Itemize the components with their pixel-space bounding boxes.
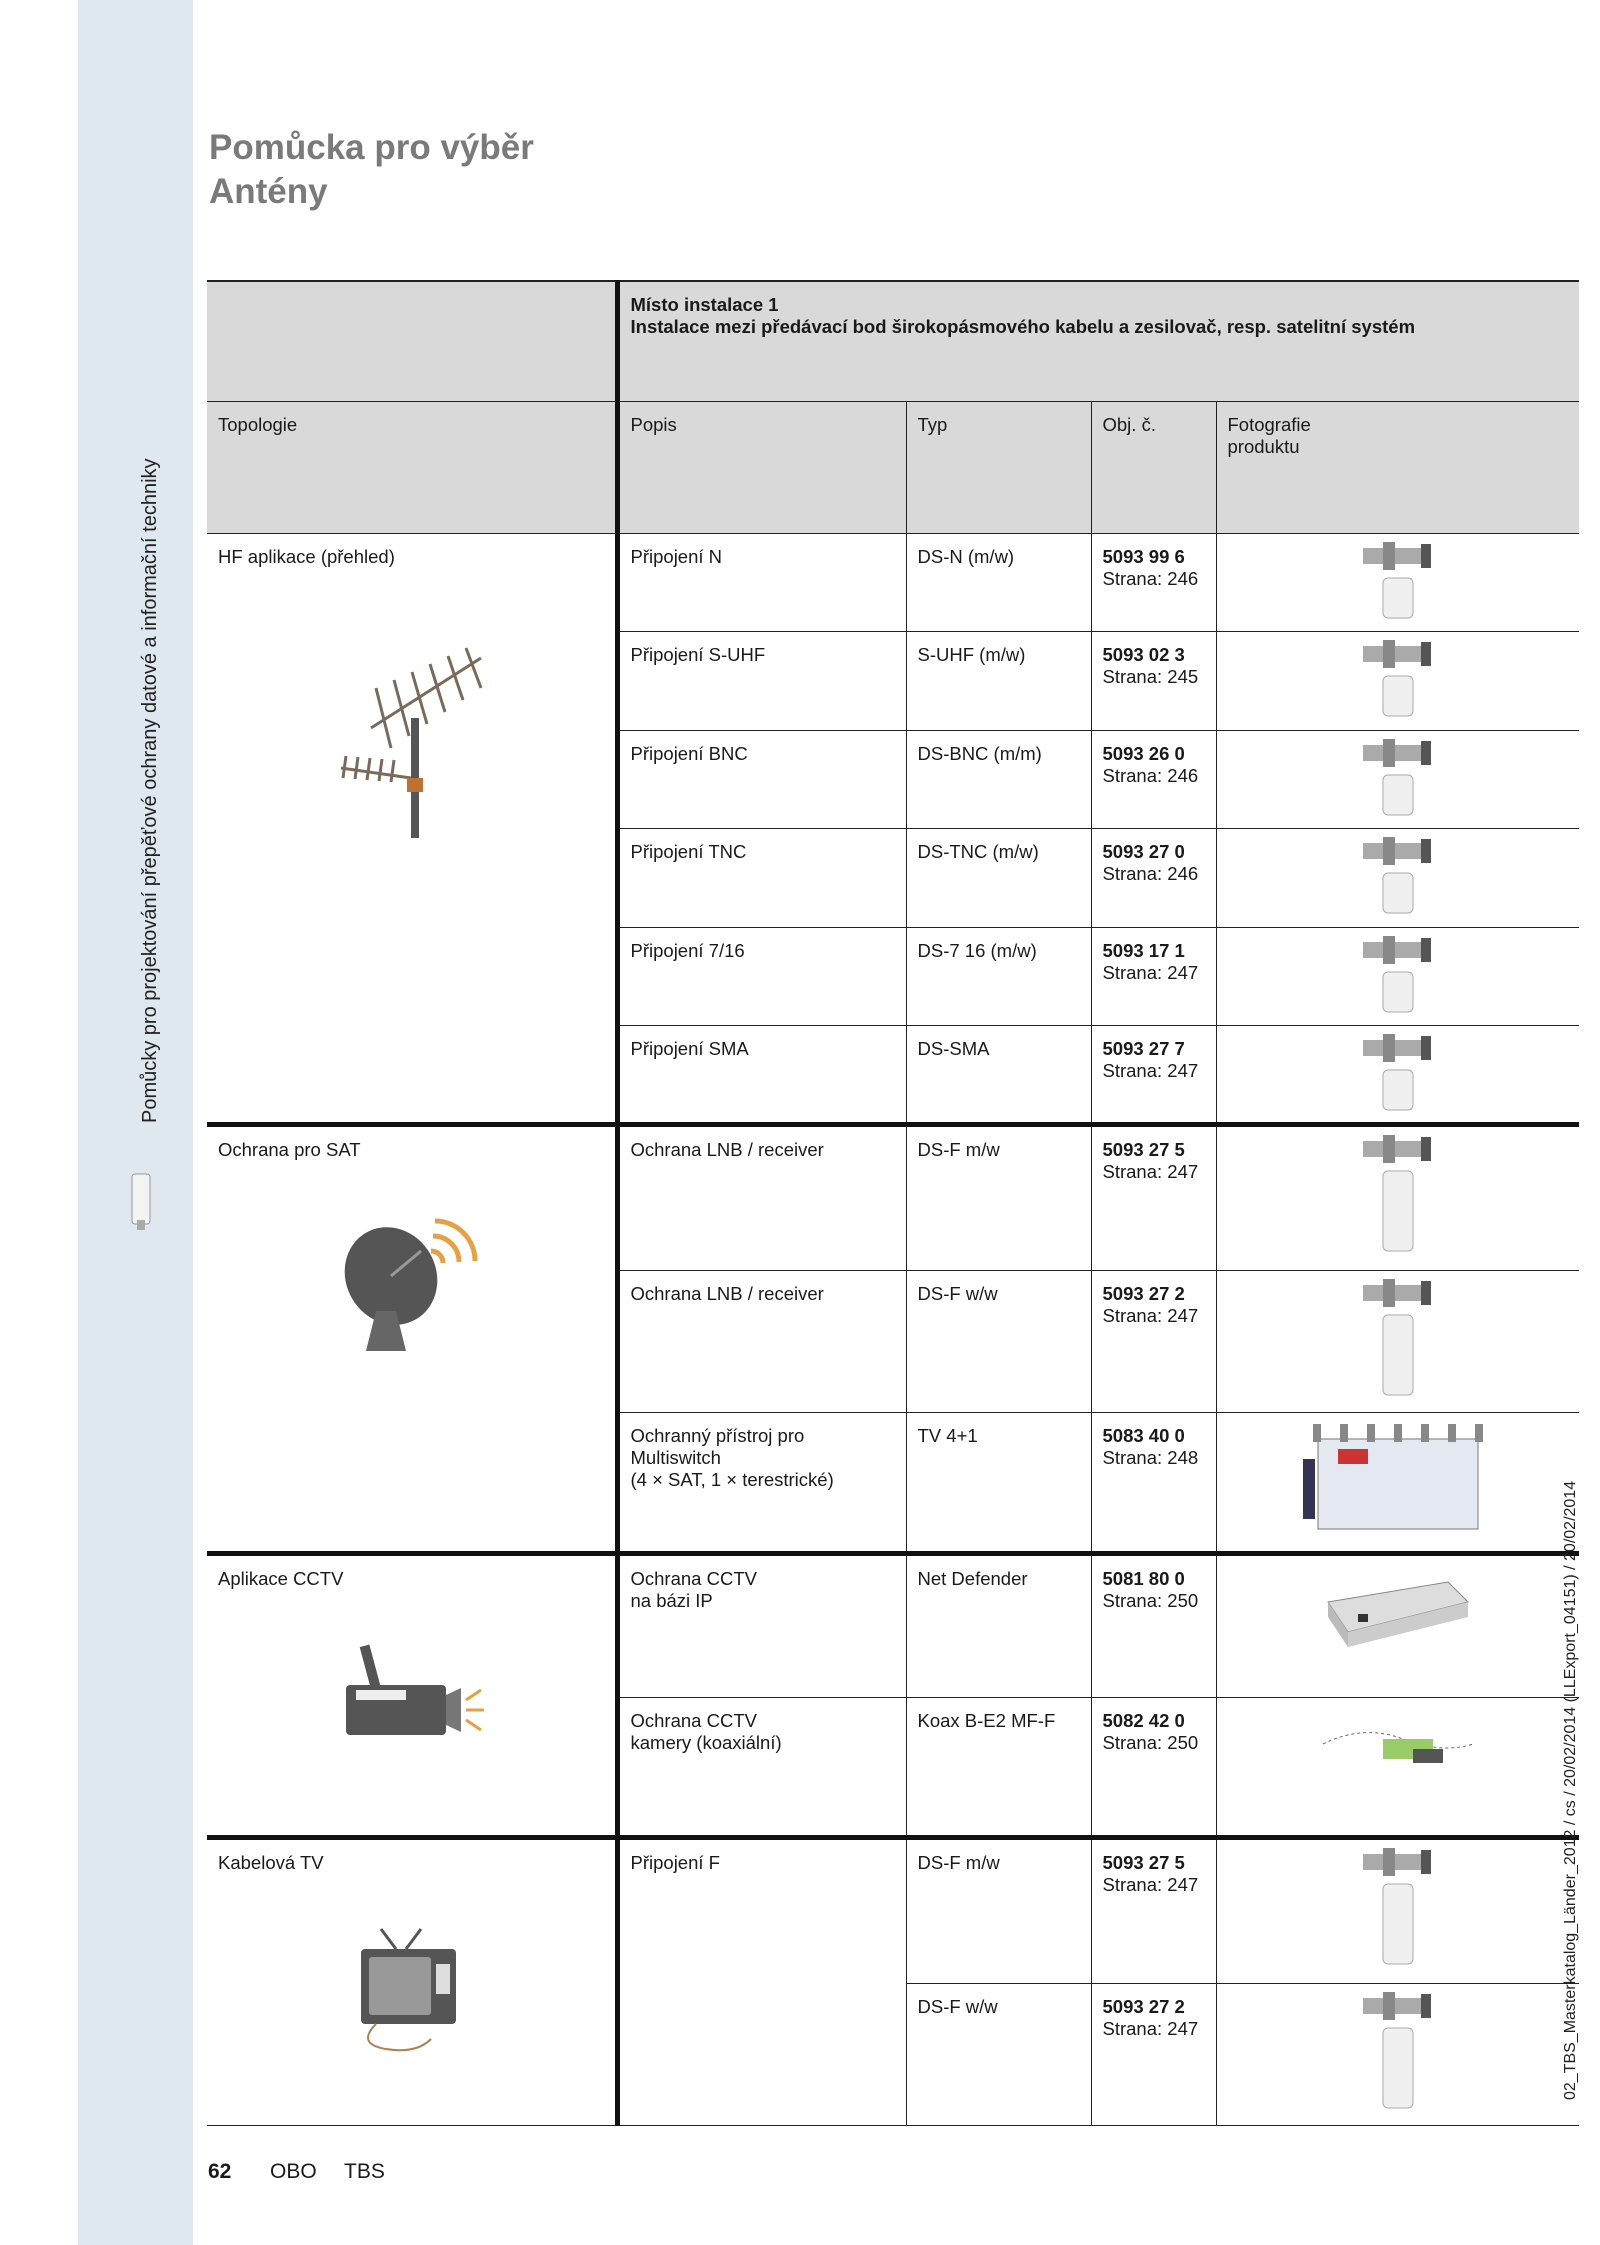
page-ref: Strana: 246 [1102, 764, 1199, 786]
title-line-1: Pomůcka pro výběr [209, 128, 534, 167]
order-number: 5082 42 0 [1102, 1709, 1185, 1731]
page-ref: Strana: 245 [1102, 665, 1199, 687]
page-ref: Strana: 247 [1102, 1304, 1199, 1326]
popis-cell: Připojení F [617, 1837, 906, 2125]
popis-cell: Ochrana LNB / receiver [617, 1124, 906, 1270]
page-ref: Strana: 248 [1102, 1446, 1199, 1468]
photo-cell [1216, 828, 1579, 927]
photo-cell [1216, 1124, 1579, 1270]
page-ref: Strana: 247 [1102, 961, 1199, 983]
connector-photo [1353, 638, 1443, 723]
antenna-illustration [331, 628, 491, 838]
page-ref: Strana: 246 [1102, 567, 1199, 589]
typ-cell: DS-7 16 (m/w) [906, 927, 1091, 1025]
popis-cell: Připojení 7/16 [617, 927, 906, 1025]
topology-label: HF aplikace (přehled) [218, 545, 395, 567]
page-title [209, 126, 534, 214]
photo-cell [1216, 1025, 1579, 1124]
popis-cell: Připojení SMA [617, 1025, 906, 1124]
footer-brand: OBO [270, 2160, 317, 2183]
photo-cell [1216, 533, 1579, 631]
topology-label: Aplikace CCTV [218, 1567, 344, 1589]
typ-cell: TV 4+1 [906, 1412, 1091, 1553]
col-foto-label: Fotografie produktu [1227, 413, 1311, 457]
page-number: 62 [208, 2160, 232, 2183]
connector-photo [1353, 540, 1443, 625]
photo-cell [1216, 1697, 1579, 1837]
typ-cell: DS-TNC (m/w) [906, 828, 1091, 927]
install-header-row [207, 281, 1579, 401]
col-typ: Typ [906, 401, 1091, 533]
device-icon [128, 1170, 154, 1232]
obj-cell [1091, 533, 1216, 631]
order-number: 5083 40 0 [1102, 1424, 1185, 1446]
typ-cell: Koax B-E2 MF-F [906, 1697, 1091, 1837]
popis-cell: Připojení BNC [617, 730, 906, 828]
popis-cell: Ochrana CCTV na bázi IP [617, 1553, 906, 1697]
obj-cell [1091, 730, 1216, 828]
page-ref: Strana: 247 [1102, 1160, 1199, 1182]
typ-cell: DS-F m/w [906, 1837, 1091, 1983]
install-location [617, 281, 1579, 401]
col-foto [1216, 401, 1579, 533]
popis-cell: Připojení S-UHF [617, 631, 906, 730]
order-number: 5093 27 0 [1102, 840, 1185, 862]
typ-cell: DS-F m/w [906, 1124, 1091, 1270]
popis-cell: Ochrana LNB / receiver [617, 1270, 906, 1412]
obj-cell [1091, 927, 1216, 1025]
typ-cell: DS-F w/w [906, 1983, 1091, 2125]
page-ref: Strana: 247 [1102, 2017, 1199, 2039]
connector-photo [1353, 737, 1443, 822]
order-number: 5093 27 7 [1102, 1037, 1185, 1059]
column-header-row [207, 401, 1579, 533]
typ-cell: DS-SMA [906, 1025, 1091, 1124]
obj-cell [1091, 1697, 1216, 1837]
photo-cell [1216, 1412, 1579, 1553]
col-obj: Obj. č. [1091, 401, 1216, 533]
typ-cell: S-UHF (m/w) [906, 631, 1091, 730]
document-reference: 02_TBS_Masterkatalog_Länder_2012 / cs / 20/02/2014 (LLExport_04151) / 20/02/2014 [1562, 1480, 1579, 2100]
cctv-camera-illustration [336, 1640, 486, 1750]
order-number: 5081 80 0 [1102, 1567, 1185, 1589]
footer-product: TBS [344, 2160, 385, 2183]
photo-cell [1216, 631, 1579, 730]
typ-cell: DS-F w/w [906, 1270, 1091, 1412]
typ-cell: DS-N (m/w) [906, 533, 1091, 631]
install-title: Místo instalace 1 [630, 294, 779, 315]
title-line-2: Antény [209, 172, 328, 211]
satellite-dish-illustration [336, 1211, 486, 1361]
table-row [207, 1837, 1579, 1983]
order-number: 5093 17 1 [1102, 939, 1185, 961]
sidebar-band [78, 0, 193, 2245]
page-ref: Strana: 250 [1102, 1589, 1199, 1611]
popis-cell: Připojení N [617, 533, 906, 631]
koax-photo [1313, 1704, 1483, 1784]
topology-label: Ochrana pro SAT [218, 1138, 361, 1160]
typ-cell: DS-BNC (m/m) [906, 730, 1091, 828]
order-number: 5093 02 3 [1102, 643, 1185, 665]
col-topologie: Topologie [207, 401, 617, 533]
order-number: 5093 27 2 [1102, 1995, 1185, 2017]
obj-cell [1091, 1270, 1216, 1412]
connector-photo [1353, 1032, 1443, 1117]
multiswitch-photo [1298, 1419, 1498, 1539]
table-row [207, 533, 1579, 631]
col-popis: Popis [617, 401, 906, 533]
typ-cell: Net Defender [906, 1553, 1091, 1697]
obj-cell [1091, 1983, 1216, 2125]
topology-cell [207, 533, 617, 1124]
page-ref: Strana: 247 [1102, 1059, 1199, 1081]
obj-cell [1091, 1412, 1216, 1553]
page-ref: Strana: 250 [1102, 1731, 1199, 1753]
connector-photo [1353, 1990, 1443, 2120]
connector-photo [1353, 934, 1443, 1019]
table-row [207, 1553, 1579, 1697]
order-number: 5093 99 6 [1102, 545, 1185, 567]
popis-cell: Připojení TNC [617, 828, 906, 927]
photo-cell [1216, 1553, 1579, 1697]
obj-cell [1091, 1025, 1216, 1124]
order-number: 5093 27 2 [1102, 1282, 1185, 1304]
table-row [207, 1124, 1579, 1270]
connector-photo [1353, 1277, 1443, 1407]
topology-cell [207, 1124, 617, 1553]
connector-photo [1353, 1133, 1443, 1263]
net-defender-photo [1318, 1562, 1478, 1652]
connector-photo [1353, 835, 1443, 920]
obj-cell [1091, 1837, 1216, 1983]
selection-table [207, 280, 1579, 2126]
obj-cell [1091, 828, 1216, 927]
obj-cell [1091, 1553, 1216, 1697]
tv-illustration [346, 1924, 476, 2064]
topology-label: Kabelová TV [218, 1851, 324, 1873]
photo-cell [1216, 927, 1579, 1025]
order-number: 5093 27 5 [1102, 1851, 1185, 1873]
order-number: 5093 27 5 [1102, 1138, 1185, 1160]
topology-cell [207, 1553, 617, 1837]
photo-cell [1216, 1983, 1579, 2125]
topology-cell [207, 1837, 617, 2125]
install-desc: Instalace mezi předávací bod širokopásmového kabelu a zesilovač, resp. satelitní systém [630, 316, 1416, 337]
page-ref: Strana: 246 [1102, 862, 1199, 884]
popis-cell: Ochrana CCTV kamery (koaxiální) [617, 1697, 906, 1837]
obj-cell [1091, 1124, 1216, 1270]
sidebar-text: Pomůcky pro projektování přepěťové ochrany datové a informační techniky [139, 458, 161, 1123]
connector-photo [1353, 1846, 1443, 1976]
obj-cell [1091, 631, 1216, 730]
order-number: 5093 26 0 [1102, 742, 1185, 764]
popis-cell: Ochranný přístroj pro Multiswitch (4 × SAT, 1 × terestrické) [617, 1412, 906, 1553]
photo-cell [1216, 1270, 1579, 1412]
photo-cell [1216, 1837, 1579, 1983]
photo-cell [1216, 730, 1579, 828]
page-ref: Strana: 247 [1102, 1873, 1199, 1895]
